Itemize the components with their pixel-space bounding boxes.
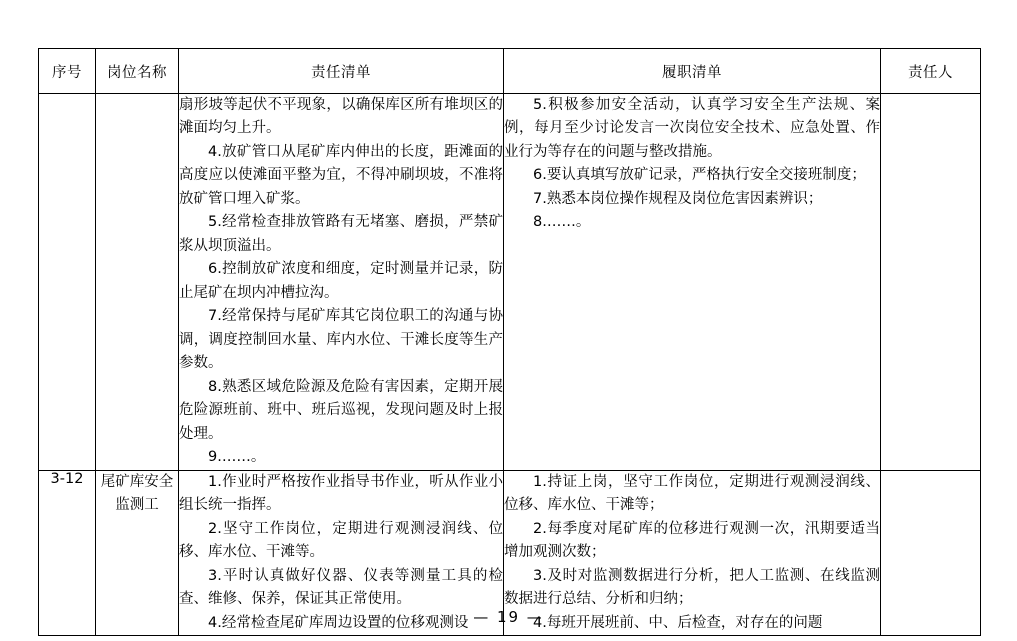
paragraph: 6.要认真填写放矿记录，严格执行安全交接班制度； <box>533 167 866 184</box>
column-header-no: 序号 <box>39 49 96 94</box>
paragraph: 3.平时认真做好仪器、仪表等测量工具的检查、维修、保养，保证其正常使用。 <box>179 567 503 608</box>
column-header-duty: 履职清单 <box>504 49 881 94</box>
table-row <box>39 94 981 471</box>
paragraph: 5.经常检查排放管路有无堵塞、磨损，严禁矿浆从坝顶溢出。 <box>179 214 503 254</box>
paragraph: 2.坚守工作岗位，定期进行观测浸润线、位移、库水位、干滩等。 <box>179 520 503 561</box>
paragraph: 3.及时对监测数据进行分析，把人工监测、在线监测数据进行总结、分析和归纳； <box>504 567 880 608</box>
paragraph: 1.持证上岗，坚守工作岗位，定期进行观测浸润线、位移、库水位、干滩等； <box>504 473 880 514</box>
cell-post: 尾矿库安全监测工 <box>96 470 179 635</box>
cell-no: 3-12 <box>39 470 96 635</box>
paragraph: 4.放矿管口从尾矿库内伸出的长度，距滩面的高度应以使滩面平整为宜，不得冲刷坝坡，不准将放矿管口埋入矿浆。 <box>179 143 503 207</box>
paragraph: 1.作业时严格按作业指导书作业，听从作业小组长统一指挥。 <box>179 473 503 514</box>
column-header-post: 岗位名称 <box>96 49 179 94</box>
column-header-person: 责任人 <box>881 49 981 94</box>
paragraph: 4.经常检查尾矿库周边设置的位移观测设 <box>208 614 469 631</box>
cell-duty <box>504 94 881 471</box>
page-number: — 19 — <box>473 608 544 626</box>
paragraph: 6.控制放矿浓度和细度，定时测量并记录，防止尾矿在坝内冲槽拉沟。 <box>179 261 503 301</box>
table-body <box>39 94 981 636</box>
paragraph: 9.……。 <box>208 449 266 466</box>
paragraph: 5.积极参加安全活动，认真学习安全生产法规、案例，每月至少讨论发言一次岗位安全技术、应急处置、作业行为等存在的问题与整改措施。 <box>504 97 880 160</box>
paragraph: 4.每班开展班前、中、后检查，对存在的问题 <box>533 614 823 631</box>
paragraph: 扇形坡等起伏不平现象，以确保库区所有堆坝区的滩面均匀上升。 <box>179 97 503 137</box>
cell-responsibility <box>179 94 504 471</box>
paragraph: 8.熟悉区域危险源及危险有害因素，定期开展危险源班前、班中、班后巡视，发现问题及时上报处理。 <box>179 378 503 442</box>
cell-post <box>96 94 179 471</box>
cell-person <box>881 94 981 471</box>
responsibility-table <box>38 48 981 636</box>
cell-no <box>39 94 96 471</box>
paragraph: 7.经常保持与尾矿库其它岗位职工的沟通与协调，调度控制回水量、库内水位、干滩长度等生产参数。 <box>179 308 503 372</box>
paragraph: 7.熟悉本岗位操作规程及岗位危害因素辨识； <box>533 190 823 207</box>
table-header-row <box>39 49 981 94</box>
paragraph: 8.……。 <box>533 214 591 231</box>
paragraph: 2.每季度对尾矿库的位移进行观测一次，汛期要适当增加观测次数； <box>504 520 880 561</box>
column-header-responsibility: 责任清单 <box>179 49 504 94</box>
table-header <box>39 49 981 94</box>
